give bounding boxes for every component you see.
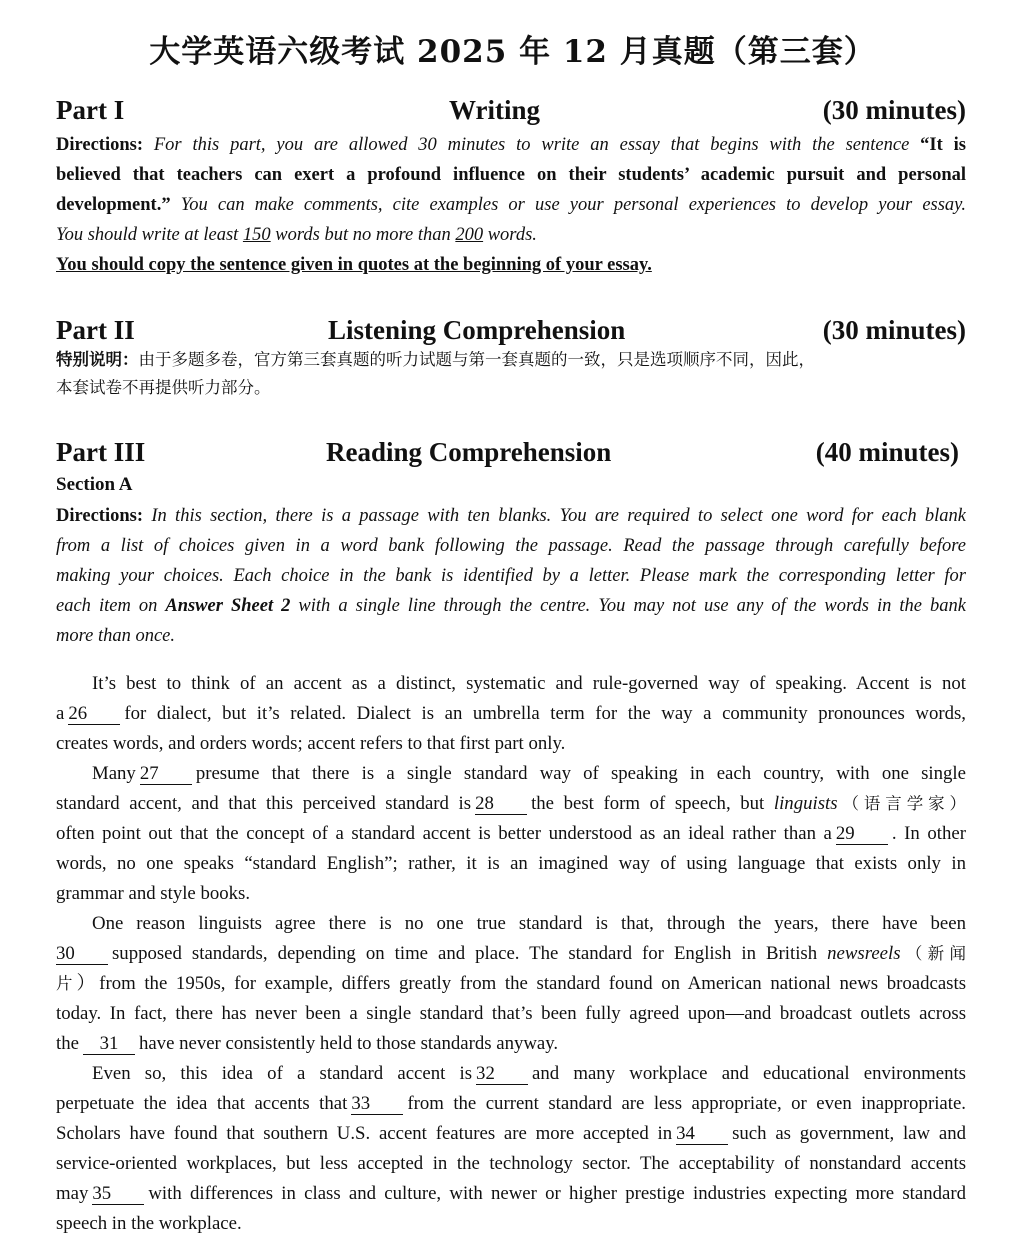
passage-p3-line-3: 片）from the 1950s, for example, differs greatly from the standard found on American national news broadcasts (56, 973, 966, 994)
part-3-directions-line-5: more than once. (56, 626, 176, 646)
passage-p2-line-1: Many 27 presume that there is a single standard way of speaking in each country, with one single (92, 763, 966, 784)
part-3-number: Part III (56, 437, 146, 467)
min-word-count: 150 (242, 225, 271, 245)
passage-p4-line-3: Scholars have found that southern U.S. accent features are more accepted in 34 such as government, law and (56, 1123, 966, 1144)
part-1-header (56, 95, 966, 129)
part-1-directions-line-3: development.” You can make comments, cite examples or use your personal experiences to develop your essay. (56, 195, 966, 215)
special-note-label: 特别说明： (56, 350, 139, 369)
passage-p3-line-5: the 31 have never consistently held to those standards anyway. (56, 1033, 559, 1054)
blank-32[interactable]: 32 (476, 1064, 528, 1085)
passage-p2-line-3: often point out that the concept of a standard accent is better understood as an ideal rather than a 29 . In other (56, 823, 966, 844)
blank-28[interactable]: 28 (475, 794, 527, 815)
part-1-instruction: You should copy the sentence given in quotes at the beginning of your essay. (56, 255, 652, 275)
passage-p2-line-2: standard accent, and that this perceived standard is 28 the best form of speech, but linguists（语言学家） (56, 793, 966, 814)
section-a-heading: Section A (56, 474, 133, 495)
passage-p3-line-1: One reason linguists agree there is no one true standard is that, through the years, there have been (92, 913, 966, 934)
part-2-time: (30 minutes) (822, 315, 966, 345)
part-3-directions-line-3: making your choices. Each choice in the bank is identified by a letter. Please mark the corresponding letter for (56, 566, 966, 586)
exam-title: 大学英语六级考试 2025 年 12 月真题（第三套） (149, 34, 876, 70)
part-2-note-line-1: 特别说明：由于多题多卷，官方第三套真题的听力试题与第一套真题的一致，只是选项顺序不同，因此， (56, 350, 815, 369)
passage-p4-line-1: Even so, this idea of a standard accent is 32 and many workplace and educational environments (92, 1063, 966, 1084)
part-2-note-line-2: 本套试卷不再提供听力部分。 (56, 378, 271, 397)
part-3-time: (40 minutes) (815, 437, 959, 467)
passage-p2-line-4: words, no one speaks “standard English”; rather, it is an imagined way of using language that exists only in (56, 853, 966, 874)
part-1-number: Part I (56, 95, 125, 125)
blank-33[interactable]: 33 (351, 1094, 403, 1115)
part-1-directions-line-4: You should write at least 150 words but no more than 200 words. (56, 225, 537, 245)
directions-label: Directions: (56, 135, 143, 155)
part-3-name: Reading Comprehension (326, 437, 612, 467)
part-3-header (56, 437, 959, 471)
blank-26[interactable]: 26 (68, 704, 120, 725)
part-3-directions-line-1: Directions: In this section, there is a passage with ten blanks. You are required to select one word for each blank (56, 506, 966, 526)
passage-p1-line-3: creates words, and orders words; accent refers to that first part only. (56, 733, 566, 754)
passage-p3-line-2: 30 supposed standards, depending on time and place. The standard for English in British newsreels（新闻 (56, 943, 966, 964)
blank-31[interactable]: 31 (83, 1034, 135, 1055)
passage-p1-line-1: It’s best to think of an accent as a distinct, systematic and rule-governed way of speaking. Accent is not (92, 673, 966, 694)
passage-p4-line-2: perpetuate the idea that accents that 33 from the current standard are less appropriate, or even inappropriate. (56, 1093, 966, 1114)
blank-30[interactable]: 30 (56, 944, 108, 965)
blank-27[interactable]: 27 (140, 764, 192, 785)
passage-p1-line-2: a 26 for dialect, but it’s related. Dialect is an umbrella term for the way a community pronounces words, (56, 703, 966, 724)
part-3-directions-line-4: each item on Answer Sheet 2 with a single line through the centre. You may not use any of the words in the bank (56, 596, 966, 616)
passage-p2-line-5: grammar and style books. (56, 883, 251, 904)
part-1-time: (30 minutes) (822, 95, 966, 125)
part-1-directions-line-2: believed that teachers can exert a profound influence on their students’ academic pursuit and personal (56, 165, 966, 185)
part-1-name: Writing (449, 95, 541, 125)
part-2-name: Listening Comprehension (328, 315, 626, 345)
part-1-directions-line-1: Directions: For this part, you are allowed 30 minutes to write an essay that begins with the sentence “It is (56, 135, 966, 155)
blank-35[interactable]: 35 (92, 1184, 144, 1205)
part-3-directions-line-2: from a list of choices given in a word bank following the passage. Read the passage through carefully before (56, 536, 966, 556)
max-word-count: 200 (455, 225, 484, 245)
part-2-number: Part II (56, 315, 135, 345)
blank-29[interactable]: 29 (836, 824, 888, 845)
passage-p4-line-4: service-oriented workplaces, but less accepted in the technology sector. The acceptability of nonstandard accents (56, 1153, 966, 1174)
part-2-header (56, 315, 966, 349)
passage-p4-line-6: speech in the workplace. (56, 1213, 242, 1234)
answer-sheet-ref: Answer Sheet 2 (165, 596, 291, 616)
passage-p3-line-4: today. In fact, there has never been a single standard that’s been fully agreed upon—and broadcast outlets across (56, 1003, 966, 1024)
blank-34[interactable]: 34 (676, 1124, 728, 1145)
passage-p4-line-5: may 35 with differences in class and culture, with newer or higher prestige industries expecting more standard (56, 1183, 966, 1204)
